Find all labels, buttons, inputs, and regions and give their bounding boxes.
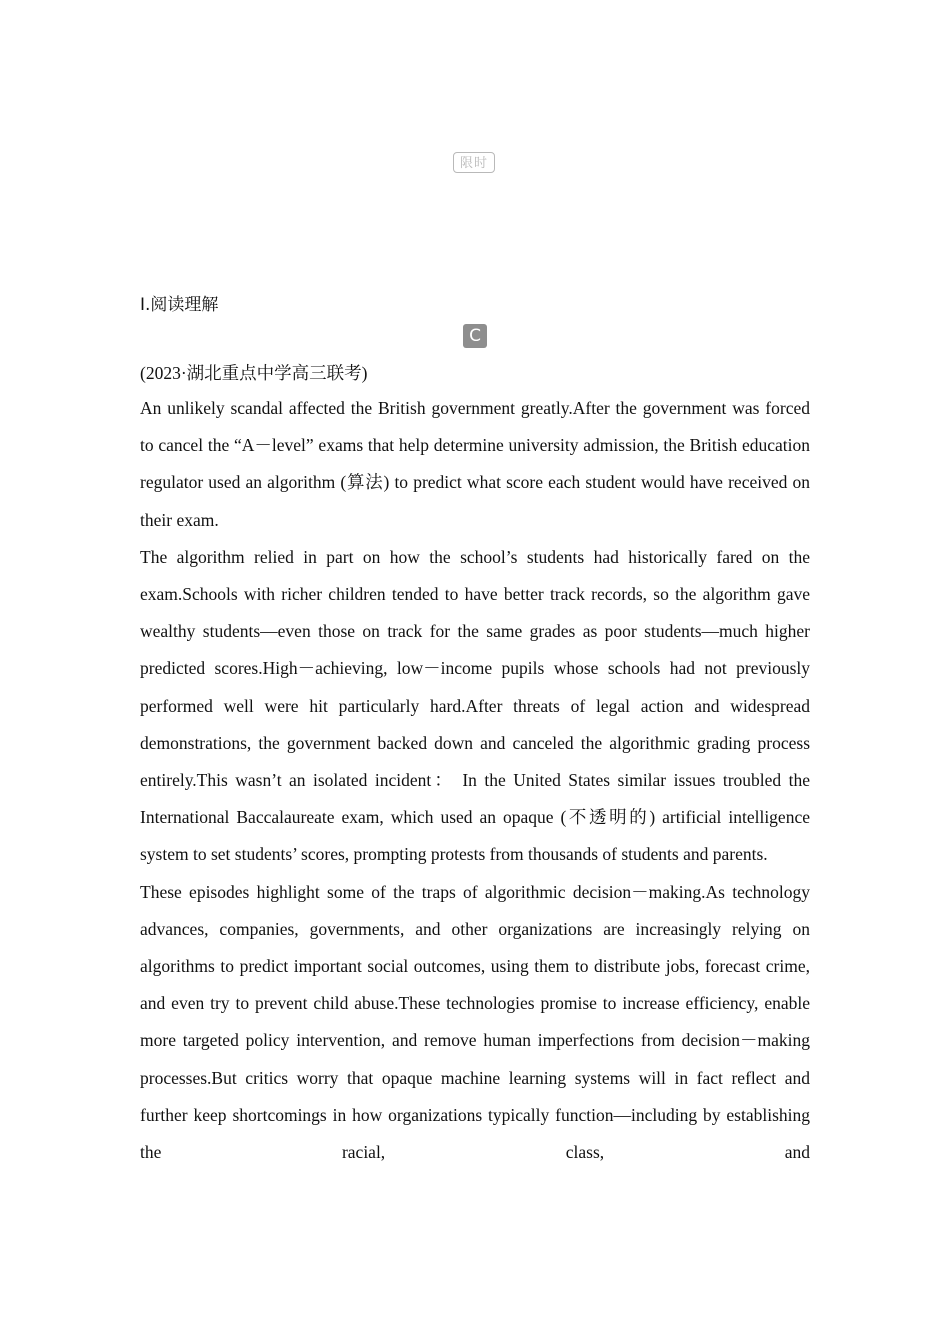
time-limit-badge: 限时 [453, 152, 495, 173]
paragraph: The algorithm relied in part on how the school’s students had historically fared on the exam.Schools with richer children tended to have better track records, so the algorithm gave wealthy students—even those on track for the same grades as poor students—much higher predicted scores.High－achieving, low－income pupils whose schools had not previously performed well were hit particularly hard.After threats of legal action and widespread demonstrations, the government backed down and canceled the algorithmic grading process entirely.This wasn’t an isolated incident： In the United States similar issues troubled the International Baccalaureate exam, which used an opaque (不透明的) artificial intelligence system to set students’ scores, prompting protests from thousands of students and parents. [140, 546, 810, 865]
passage-source: (2023·湖北重点中学高三联考) [140, 363, 368, 383]
passage-label-badge: C [463, 324, 487, 348]
paragraph: These episodes highlight some of the traps of algorithmic decision－making.As technology advances, companies, governments, and other organizations are increasingly relying on algorithms to predict important social outcomes, using them to distribute jobs, forecast crime, and even try to prevent child abuse.These technologies promise to increase efficiency, enable more targeted policy intervention, and remove human imperfections from decision－making processes.But critics worry that opaque machine learning systems will in fact reflect and further keep shortcomings in how organizations typically function—including by establishing the racial, class, and [140, 881, 810, 1163]
passage-body [140, 390, 810, 1171]
paragraph: An unlikely scandal affected the British government greatly.After the government was forced to cancel the “A－level” exams that help determine university admission, the British education regulator used an algorithm (算法) to predict what score each student would have received on their exam. [140, 398, 810, 530]
section-heading: Ⅰ.阅读理解 [140, 295, 219, 315]
